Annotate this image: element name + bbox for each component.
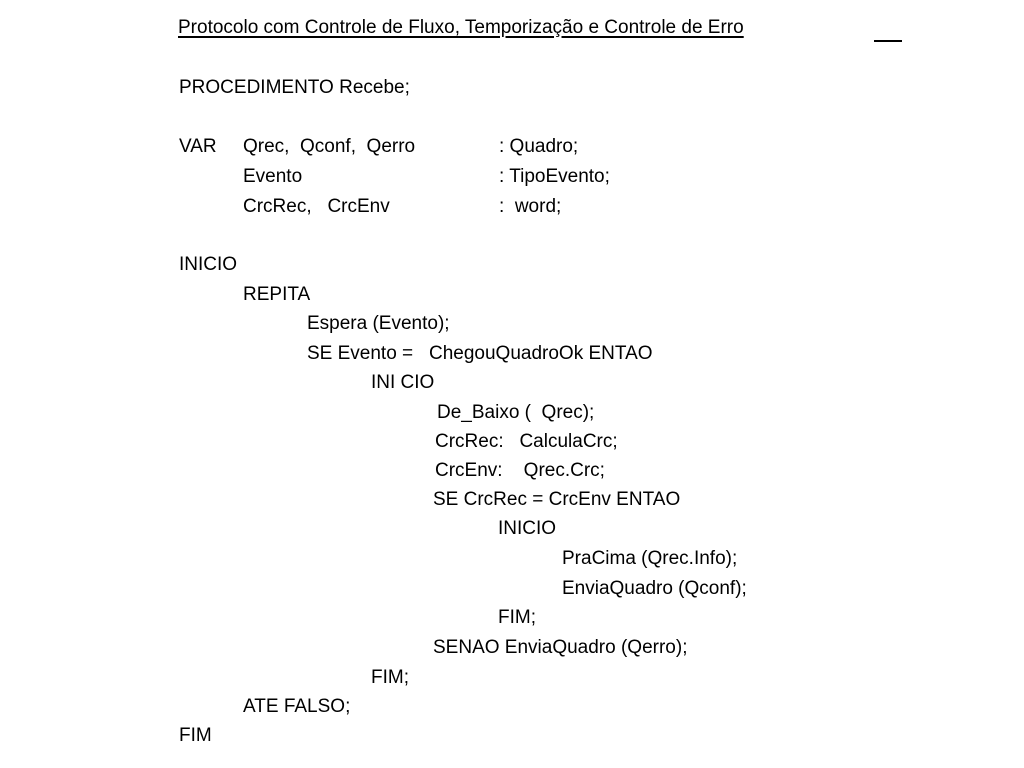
code-line-ini-cio: INI CIO [371, 372, 435, 393]
code-line-senao: SENAO EnviaQuadro (Qerro); [433, 637, 688, 658]
code-line-fim-inicio: FIM; [371, 667, 409, 688]
code-line-inner-fim: FIM; [498, 607, 536, 628]
code-line-espera: Espera (Evento); [307, 313, 450, 334]
code-line-pracima: PraCima (Qrec.Info); [562, 548, 738, 569]
declaration-type: : word; [499, 196, 562, 217]
code-line-inner-inicio: INICIO [498, 518, 557, 539]
title-underline-extension [874, 40, 902, 42]
declaration-names: Qrec, Qconf, Qerro [243, 136, 416, 157]
procedure-header: PROCEDIMENTO Recebe; [179, 77, 410, 98]
slide-title: Protocolo com Controle de Fluxo, Temporização e Controle de Erro [178, 17, 744, 38]
code-line-repita: REPITA [243, 284, 311, 305]
declaration-type: : TipoEvento; [499, 166, 610, 187]
var-keyword: VAR [179, 136, 217, 157]
code-line-crcenv: CrcEnv: Qrec.Crc; [435, 460, 605, 481]
declaration-type: : Quadro; [499, 136, 579, 157]
declaration-names: CrcRec, CrcEnv [243, 196, 390, 217]
code-line-fim: FIM [179, 725, 212, 746]
code-line-crcrec: CrcRec: CalculaCrc; [435, 431, 618, 452]
declaration-names: Evento [243, 166, 303, 187]
code-line-ate-falso: ATE FALSO; [243, 696, 351, 717]
code-line-se-evento: SE Evento = ChegouQuadroOk ENTAO [307, 343, 653, 364]
code-line-de-baixo: De_Baixo ( Qrec); [437, 402, 595, 423]
code-line-envia-conf: EnviaQuadro (Qconf); [562, 578, 747, 599]
code-line-inicio: INICIO [179, 254, 238, 275]
code-line-se-crc: SE CrcRec = CrcEnv ENTAO [433, 489, 681, 510]
